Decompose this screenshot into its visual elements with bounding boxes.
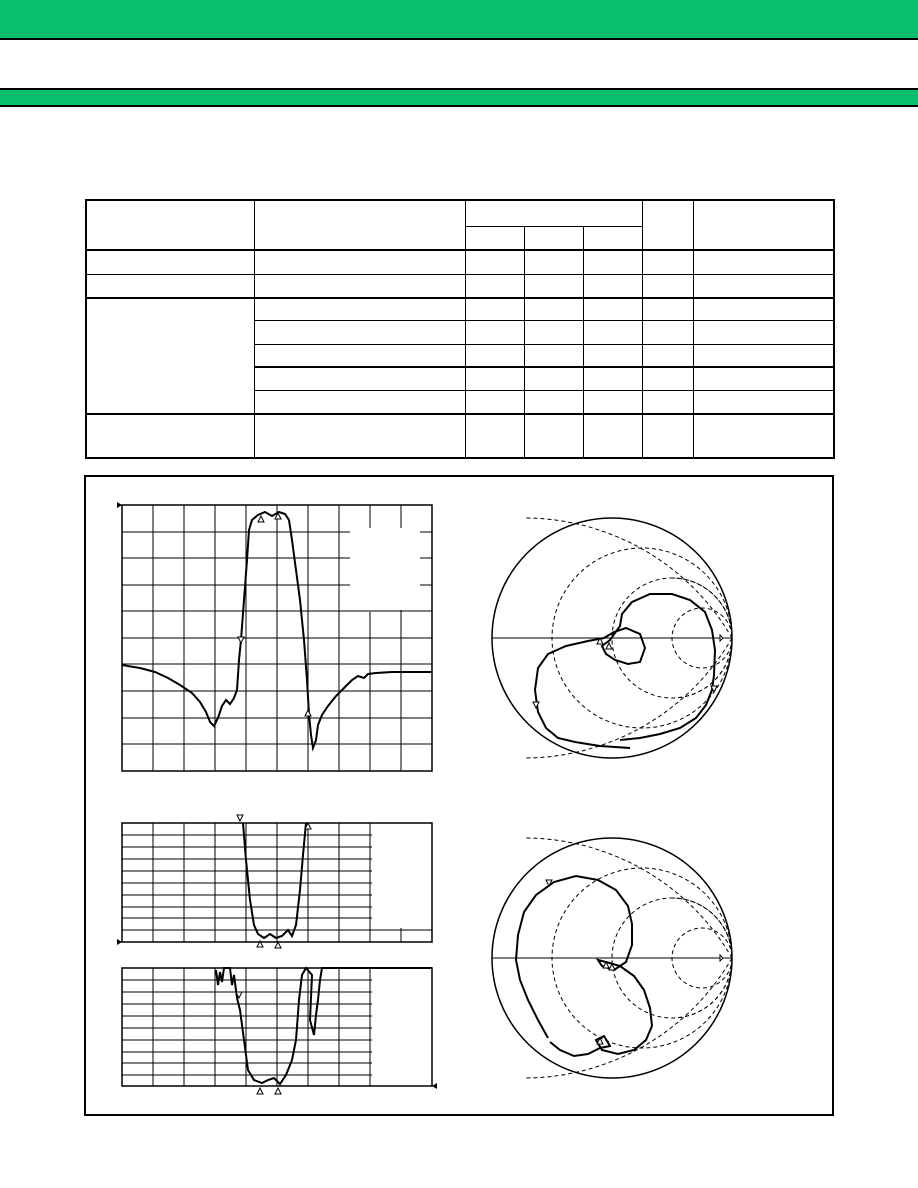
smith-trace xyxy=(516,876,652,1056)
stacked-trace-lower xyxy=(216,968,432,1084)
stacked-plot-lower xyxy=(122,968,437,1094)
smith-trace xyxy=(535,594,715,748)
stacked-trace-upper xyxy=(243,823,306,938)
transmission-plot xyxy=(117,502,432,771)
stacked-plot-upper xyxy=(117,815,432,948)
plot-gridlines xyxy=(122,823,432,942)
smith-chart-lower xyxy=(492,838,732,1078)
smith-chart-upper xyxy=(492,518,732,758)
smith-markers xyxy=(533,635,723,708)
smith-markers xyxy=(546,880,723,1044)
